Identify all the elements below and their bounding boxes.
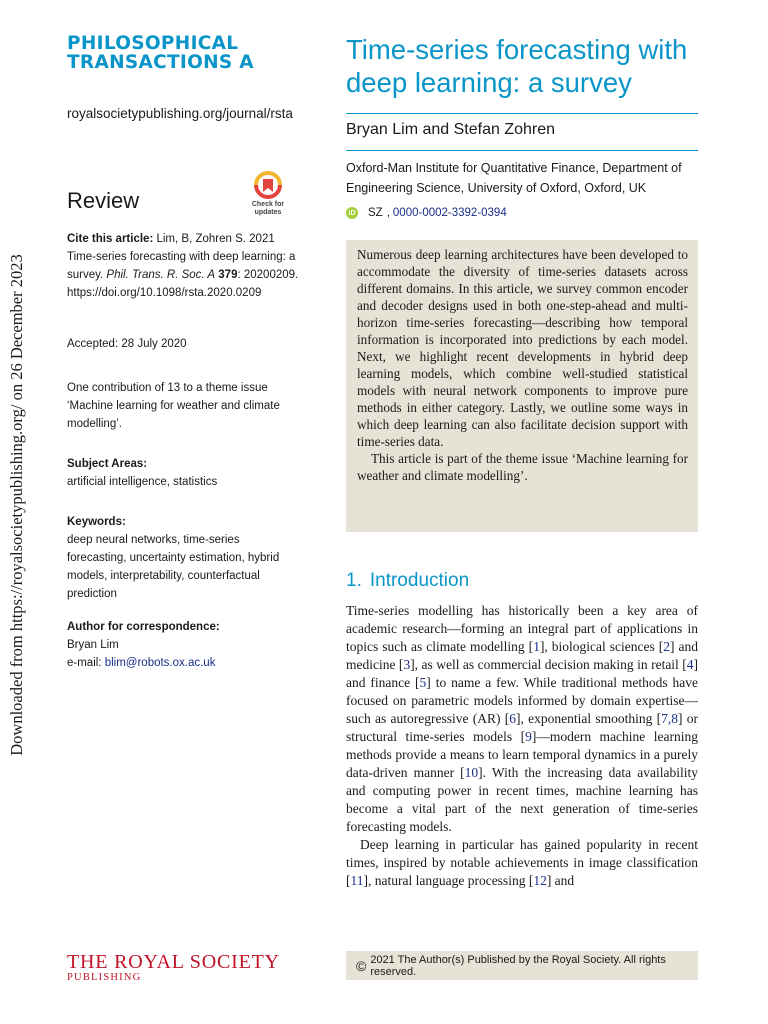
email-label: e-mail: — [67, 657, 105, 669]
citation-ref-link[interactable]: 3 — [403, 657, 411, 672]
keywords-label: Keywords: — [67, 516, 126, 528]
cite-label: Cite this article: — [67, 233, 154, 245]
theme-issue: One contribution of 13 to a theme issue ‘Machine learning for weather and climate modelling’. — [67, 382, 280, 430]
cite-text: Lim, B, Zohren S. 2021 Time-series forecasting with deep learning: a survey. — [67, 233, 296, 281]
subject-areas — [67, 455, 299, 491]
abstract-theme-note: This article is part of the theme issue ‘Machine learning for weather and climate modelling’. — [357, 451, 688, 483]
citation — [67, 230, 299, 302]
citation-ref-link[interactable]: 7,8 — [661, 711, 678, 726]
publisher-name: THE ROYAL SOCIETY — [67, 951, 280, 973]
journal-name-line1: PHILOSOPHICAL — [67, 33, 239, 54]
check-updates-line1: Check for — [251, 201, 285, 208]
cite-pages: : 20200209. — [237, 269, 299, 281]
section-number: 1. — [346, 570, 362, 591]
citation-ref-link[interactable]: 10 — [464, 765, 479, 780]
title-rule — [346, 113, 698, 114]
body-text — [346, 602, 698, 890]
section-title: Introduction — [369, 570, 470, 591]
body-paragraph-2: Deep learning in particular has gained popularity in recent times, inspired by notable achievements in image classification [11], natural language processing [12] and — [346, 837, 698, 888]
citation-ref-link[interactable]: 12 — [533, 873, 547, 888]
copyright-icon: © — [356, 957, 367, 974]
citation-ref-link[interactable]: 1 — [533, 639, 540, 654]
correspondence-name: Bryan Lim — [67, 639, 119, 651]
orcid-link[interactable]: 0000-0002-3392-0394 — [392, 207, 507, 219]
journal-url[interactable]: royalsocietypublishing.org/journal/rsta — [67, 106, 293, 121]
publisher-subtitle: PUBLISHING — [67, 972, 142, 983]
publisher-logo[interactable] — [67, 952, 280, 983]
download-note — [0, 240, 34, 770]
cite-doi[interactable]: https://doi.org/10.1098/rsta.2020.0209 — [67, 287, 262, 299]
email-link[interactable]: blim@robots.ox.ac.uk — [104, 657, 216, 669]
authors: Bryan Lim and Stefan Zohren — [346, 121, 556, 138]
check-for-updates-button[interactable] — [246, 170, 290, 217]
check-for-updates-icon — [253, 170, 283, 200]
orcid-initials: SZ — [368, 207, 383, 219]
section-heading — [346, 570, 469, 592]
affiliation: Oxford-Man Institute for Quantitative Finance, Department of Engineering Science, University of Oxford, Oxford, UK — [346, 161, 682, 195]
body-paragraph-1: Time-series modelling has historically been a key area of academic research—forming an integral part of applications in topics such as climate modelling [1], biological sciences [2] and medicine [3], as well as commercial decision making in retail [4] and finance [5] to name a few. While traditional methods have focused on parametric models informed by domain expertise—such as autoregressive (AR) [6], exponential smoothing [7,8] or structural time-series models [9]—modern machine learning methods provide a means to learn temporal dynamics in a purely data-driven manner [10]. With the increasing data availability and computing power in recent times, machine learning has become a vital part of the next generation of time-series forecasting models. — [346, 603, 699, 834]
cite-journal: Phil. Trans. R. Soc. A — [106, 269, 216, 281]
citation-ref-link[interactable]: 2 — [663, 639, 670, 654]
keywords-value: deep neural networks, time-series forecasting, uncertainty estimation, hybrid models, interpretability, counterfactual prediction — [67, 534, 280, 600]
citation-ref-link[interactable]: 6 — [509, 711, 516, 726]
download-note-text: Downloaded from https://royalsocietypublishing.org/ on 26 December 2023 — [7, 254, 26, 756]
citation-ref-link[interactable]: 5 — [419, 675, 427, 690]
correspondence-label: Author for correspondence: — [67, 621, 220, 633]
copyright-text: 2021 The Author(s) Published by the Royal Society. All rights reserved. — [370, 953, 666, 978]
citation-ref-link[interactable]: 4 — [686, 657, 694, 672]
correspondence — [67, 618, 299, 672]
orcid-line — [346, 207, 507, 219]
orcid-icon[interactable]: iD — [346, 207, 358, 219]
article-title: Time-series forecasting with deep learning: a survey — [346, 34, 688, 98]
copyright-box — [346, 951, 698, 980]
check-updates-line2: updates — [254, 209, 282, 216]
keywords — [67, 513, 299, 603]
citation-ref-link[interactable]: 9 — [525, 729, 532, 744]
orcid-separator: , — [386, 207, 390, 219]
article-type: Review — [67, 188, 140, 213]
authors-rule — [346, 150, 698, 151]
subject-label: Subject Areas: — [67, 458, 148, 470]
cite-volume: 379 — [218, 269, 238, 281]
subject-value: artificial intelligence, statistics — [67, 476, 218, 488]
accepted-date: Accepted: 28 July 2020 — [67, 338, 187, 350]
abstract-paragraph: Numerous deep learning architectures have been developed to accommodate the diversity of time-series datasets across different domains. In this article, we survey common encoder and decoder designs used in both one-step-ahead and multi-horizon time-series forecasting—describing how temporal information is incorporated into predictions by each model. Next, we highlight recent developments in hybrid deep learning models, which combine well-studied statistical models with neural network components to improve pure methods in either category. Lastly, we outline some ways in which deep learning can also facilitate decision support with time-series data. — [357, 247, 688, 449]
journal-name-line2: TRANSACTIONS A — [67, 52, 254, 73]
abstract-box — [346, 240, 698, 532]
citation-ref-link[interactable]: 11 — [350, 873, 364, 888]
journal-name[interactable] — [67, 34, 254, 72]
